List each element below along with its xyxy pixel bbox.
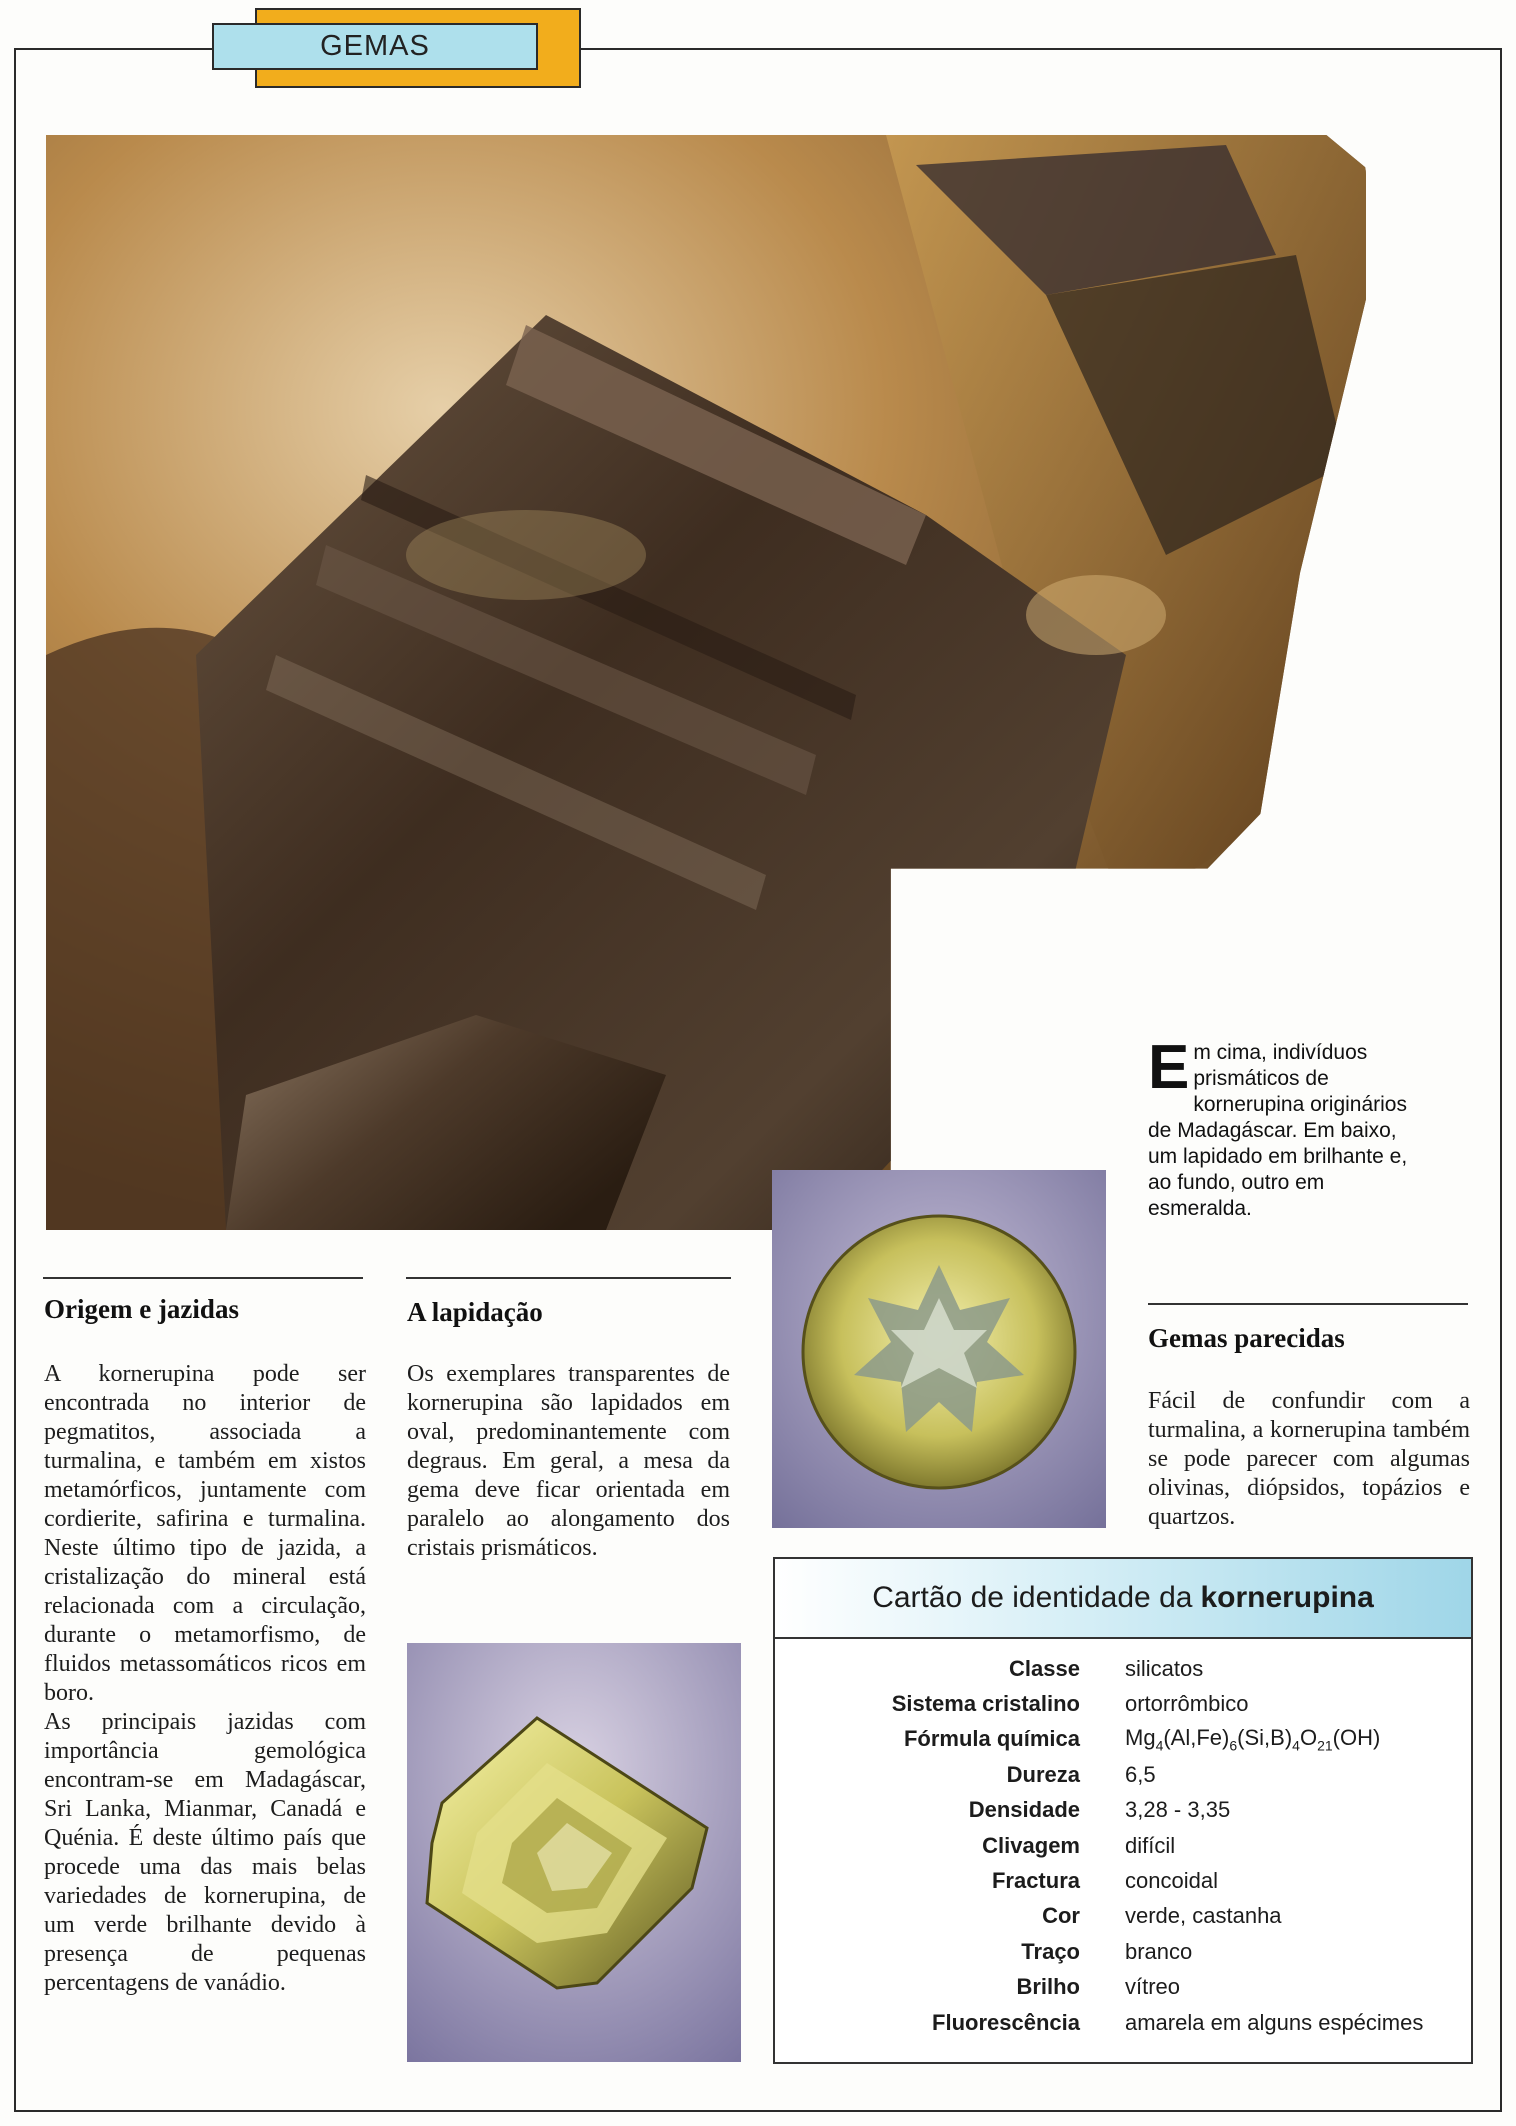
id-row-dureza (775, 1757, 1471, 1792)
identity-card-title-mineral: kornerupina (1200, 1581, 1374, 1614)
id-row-clivagem (775, 1828, 1471, 1863)
id-value: 6,5 (1125, 1761, 1156, 1787)
id-label: Cor (1042, 1903, 1080, 1929)
id-label: Sistema cristalino (891, 1691, 1080, 1717)
identity-card (773, 1557, 1473, 2064)
id-value: vítreo (1125, 1974, 1181, 2000)
parecidas-heading: Gemas parecidas (1148, 1323, 1345, 1353)
lapidacao-rule (406, 1277, 731, 1279)
id-row-fluorescencia (775, 2005, 1471, 2040)
id-label: Traço (1021, 1938, 1080, 1964)
caption-dropcap: E (1148, 1033, 1190, 1102)
parecidas-body (1148, 1387, 1470, 1532)
id-row-traco (775, 1934, 1471, 1969)
id-row-densidade (775, 1793, 1471, 1828)
photo-caption (1148, 1033, 1418, 1222)
origem-heading: Origem e jazidas (44, 1294, 239, 1324)
id-value: silicatos (1125, 1655, 1204, 1681)
parecidas-paragraph-1: Fácil de confundir com a turmalina, a kornerupina também se pode parecer com algumas olivinas, diópsidos, topázios e quartzos. (1148, 1388, 1470, 1530)
origem-body (44, 1360, 366, 1998)
lapidacao-body (407, 1360, 730, 1563)
brilliant-cut-gem-photo (772, 1170, 1106, 1528)
id-label: Fórmula química (903, 1726, 1080, 1752)
identity-card-title-prefix: Cartão de identidade da (872, 1581, 1193, 1614)
id-value: verde, castanha (1125, 1903, 1282, 1929)
identity-card-title (775, 1559, 1471, 1639)
id-row-brilho (775, 1970, 1471, 2005)
id-label: Fluorescência (932, 2009, 1080, 2035)
id-label: Clivagem (982, 1832, 1080, 1858)
origem-paragraph-1: A kornerupina pode ser encontrada no interior de pegmatitos, associada a turmalina, e também em xistos metamórficos, juntamente com cordierite, safirina e turmalina. Neste último tipo de jazida, a cristalização do mineral está relacionada com a circulação, durante o metamorfismo, de fluidos metassomáticos ricos em boro. (44, 1361, 366, 1706)
id-row-cor (775, 1899, 1471, 1934)
id-label: Classe (1009, 1655, 1080, 1681)
id-value: difícil (1125, 1832, 1176, 1858)
id-value: branco (1125, 1938, 1193, 1964)
lapidacao-paragraph-1: Os exemplares transparentes de kornerupina são lapidados em oval, predominantemente com degraus. Em geral, a mesa da gema deve ficar orientada em paralelo ao alongamento dos cristais prismáticos. (407, 1361, 730, 1561)
id-value-formula: $Mg_4(Al,Fe)_6(Si,B)_4O_{21}(OH)$ (1125, 1725, 1381, 1754)
caption-text: m cima, indivíduos prismáticos de kornerupina originários de Madagáscar. Em baixo, um lapidado em brilhante e, ao fundo, outro em esmeralda. (1148, 1041, 1408, 1220)
id-row-fractura (775, 1863, 1471, 1898)
parecidas-rule (1148, 1303, 1468, 1305)
emerald-cut-gem-photo (407, 1643, 741, 2062)
lapidacao-heading: A lapidação (407, 1297, 543, 1327)
id-label: Dureza (1006, 1761, 1080, 1787)
origem-paragraph-2: As principais jazidas com importância gemológica encontram-se em Madagáscar, Sri Lanka, Mianmar, Canadá e Quénia. É deste último país que procede uma das mais belas variedades de kornerupina, de um verde brilhante devido à presença de pequenas percentagens de vanádio. (44, 1709, 366, 1996)
id-value: 3,28 - 3,35 (1125, 1797, 1231, 1823)
section-tab: GEMAS (212, 23, 538, 70)
id-label: Fractura (991, 1868, 1080, 1894)
id-value: amarela em alguns espécimes (1125, 2009, 1424, 2035)
id-value: concoidal (1125, 1868, 1218, 1894)
origem-rule (43, 1277, 363, 1279)
id-label: Brilho (1016, 1974, 1080, 2000)
id-value: ortorrômbico (1125, 1691, 1249, 1717)
id-row-classe (775, 1651, 1471, 1686)
id-row-sistema-cristalino (775, 1686, 1471, 1721)
id-label: Densidade (968, 1797, 1080, 1823)
identity-card-rows (775, 1639, 1471, 2040)
id-row-formula-quimica (775, 1722, 1471, 1757)
